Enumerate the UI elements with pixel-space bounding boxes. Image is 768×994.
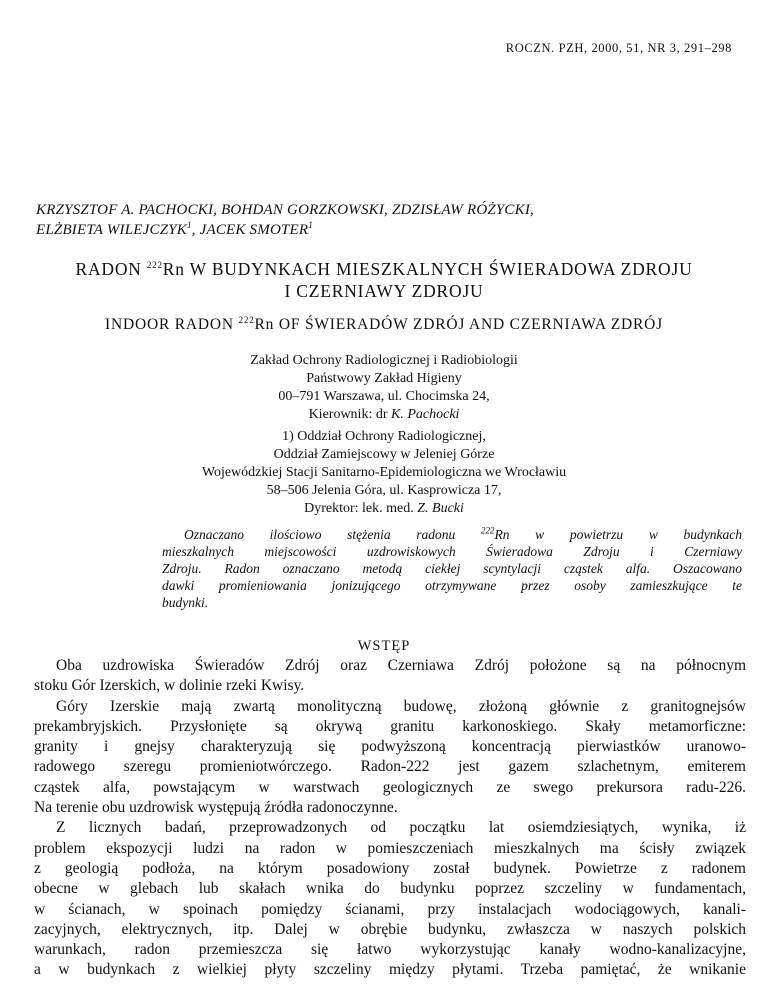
- affiliation-1: [0, 352, 768, 424]
- journal-reference: ROCZN. PZH, 2000, 51, NR 3, 291–298: [505, 41, 732, 55]
- isotope-mass: 222: [238, 314, 255, 325]
- body-line: prekambryjskich. Przysłonięte są okrywą granitu karkonoskiego. Skały metamorficzne:: [34, 717, 746, 735]
- director-name: Z. Bucki: [417, 501, 464, 516]
- affiliation-2-line-4: 58–506 Jelenia Góra, ul. Kasprowicza 17,: [266, 483, 502, 498]
- affiliation-2-line-3: Wojewódzkiej Stacji Sanitarno-Epidemiologiczna we Wrocławiu: [201, 465, 567, 480]
- abstract-line-5: budynki.: [162, 595, 209, 610]
- body-line: w ścianach, w spoinach pomiędzy ścianami, przy instalacjach wodociągowych, kanali-: [34, 900, 746, 918]
- title-rest: Rn W BUDYNKACH MIESZKALNYCH ŚWIERADOWA ZDROJU: [162, 259, 693, 279]
- abstract-text: Oznaczano ilościowo stężenia radonu: [184, 527, 481, 542]
- body-line: cząstek alfa, powstającym w warstwach geologicznych ze swego prekursora radu-226.: [34, 778, 746, 796]
- affiliation-2-line-1: 1) Oddział Ochrony Radiologicznej,: [282, 429, 486, 444]
- body-line: problem ekspozycji ludzi na radon w pomieszczeniach mieszkalnych ma ścisły związek: [34, 839, 746, 857]
- affiliation-2-line-2: Oddział Zamiejscowy w Jeleniej Górze: [273, 447, 495, 462]
- abstract: [162, 526, 742, 611]
- section-heading: WSTĘP: [357, 638, 411, 654]
- isotope-mass: 222: [146, 260, 163, 271]
- body-line: Oba uzdrowiska Świeradów Zdrój oraz Czerniawa Zdrój położone są na północnym: [56, 657, 746, 674]
- abstract-line-2: mieszkalnych miejscowości uzdrowiskowych Świeradowa Zdroju i Czerniawy: [162, 544, 742, 559]
- body-line: Na terenie obu uzdrowisk występują źródła radonoczynne.: [34, 799, 398, 817]
- body-line: radowego szeregu promieniotwórczego. Radon-222 jest gazem szlachetnym, emiterem: [34, 758, 746, 776]
- body-text: [34, 656, 746, 981]
- affiliation-marker: 1: [308, 220, 313, 230]
- author-smoter: , JACEK SMOTER: [191, 222, 309, 238]
- abstract-line-4: dawki promieniowania jonizującego otrzymywane przez osoby zamieszkujące te: [162, 578, 742, 593]
- abstract-line-3: Zdroju. Radon oznaczano metodą ciekłej scyntylacji cząstek alfa. Oszacowano: [162, 561, 742, 576]
- body-line: granity i gnejsy charakteryzują się podwyższoną koncentracją pierwiastków uranowo-: [34, 738, 746, 756]
- title-polish-line-1: [0, 258, 768, 280]
- title-en-rest: Rn OF ŚWIERADÓW ZDRÓJ AND CZERNIAWA ZDRÓJ: [254, 316, 663, 333]
- head-name: K. Pachocki: [391, 407, 460, 422]
- author-line-1: KRZYSZTOF A. PACHOCKI, BOHDAN GORZKOWSKI, ZDZISŁAW RÓŻYCKI,: [36, 202, 534, 218]
- affiliation-2: [0, 428, 768, 518]
- affiliation-1-line-2: Państwowy Zakład Higieny: [306, 371, 462, 386]
- head-label: Kierownik: dr: [308, 407, 391, 422]
- body-line: Góry Izerskie mają zwartą monolityczną budowę, złożoną głównie z granitognejsów: [56, 697, 746, 715]
- abstract-text: Rn w powietrzu w budynkach: [494, 527, 742, 542]
- body-line: zacyjnych, elektrycznych, itp. Dalej w obrębie budynku, zwłaszcza w naszych polskich: [34, 920, 746, 938]
- isotope-mass: 222: [481, 525, 495, 536]
- body-line: obecne w glebach lub skałach wnika do budynku poprzez szczeliny w fundamentach,: [34, 880, 746, 898]
- affiliation-marker: 1: [187, 220, 192, 230]
- affiliation-1-line-3: 00–791 Warszawa, ul. Chocimska 24,: [278, 389, 490, 404]
- author-line-2: [36, 220, 534, 240]
- title-english: [0, 316, 768, 334]
- director-label: Dyrektor: lek. med.: [304, 501, 418, 516]
- body-line: z geologią podłoża, na którym posadowiony został budynek. Powietrze z radonem: [34, 859, 746, 877]
- affiliation-2-line-5: [0, 500, 768, 518]
- author-list: [36, 200, 534, 240]
- title-polish: [0, 258, 768, 302]
- title-en-prefix: INDOOR RADON: [105, 316, 239, 333]
- body-line: warunkach, radon przemieszcza się łatwo wykorzystując kanały wodno-kanalizacyjne,: [34, 941, 746, 959]
- body-line: stoku Gór Izerskich, w dolinie rzeki Kwisy.: [34, 677, 305, 695]
- abstract-line-1: [162, 526, 742, 543]
- author-wilejczyk: ELŻBIETA WILEJCZYK: [36, 222, 187, 238]
- affiliation-1-line-4: [0, 406, 768, 424]
- title-prefix: RADON: [75, 259, 147, 279]
- title-polish-line-2: I CZERNIAWY ZDROJU: [284, 281, 484, 301]
- body-line: a w budynkach z wielkiej płyty szczeliny między płytami. Trzeba pamiętać, że wnikanie: [34, 961, 746, 979]
- affiliation-1-line-1: Zakład Ochrony Radiologicznej i Radiobiologii: [250, 353, 518, 368]
- body-line: Z licznych badań, przeprowadzonych od początku lat osiemdziesiątych, wynika, iż: [56, 819, 746, 837]
